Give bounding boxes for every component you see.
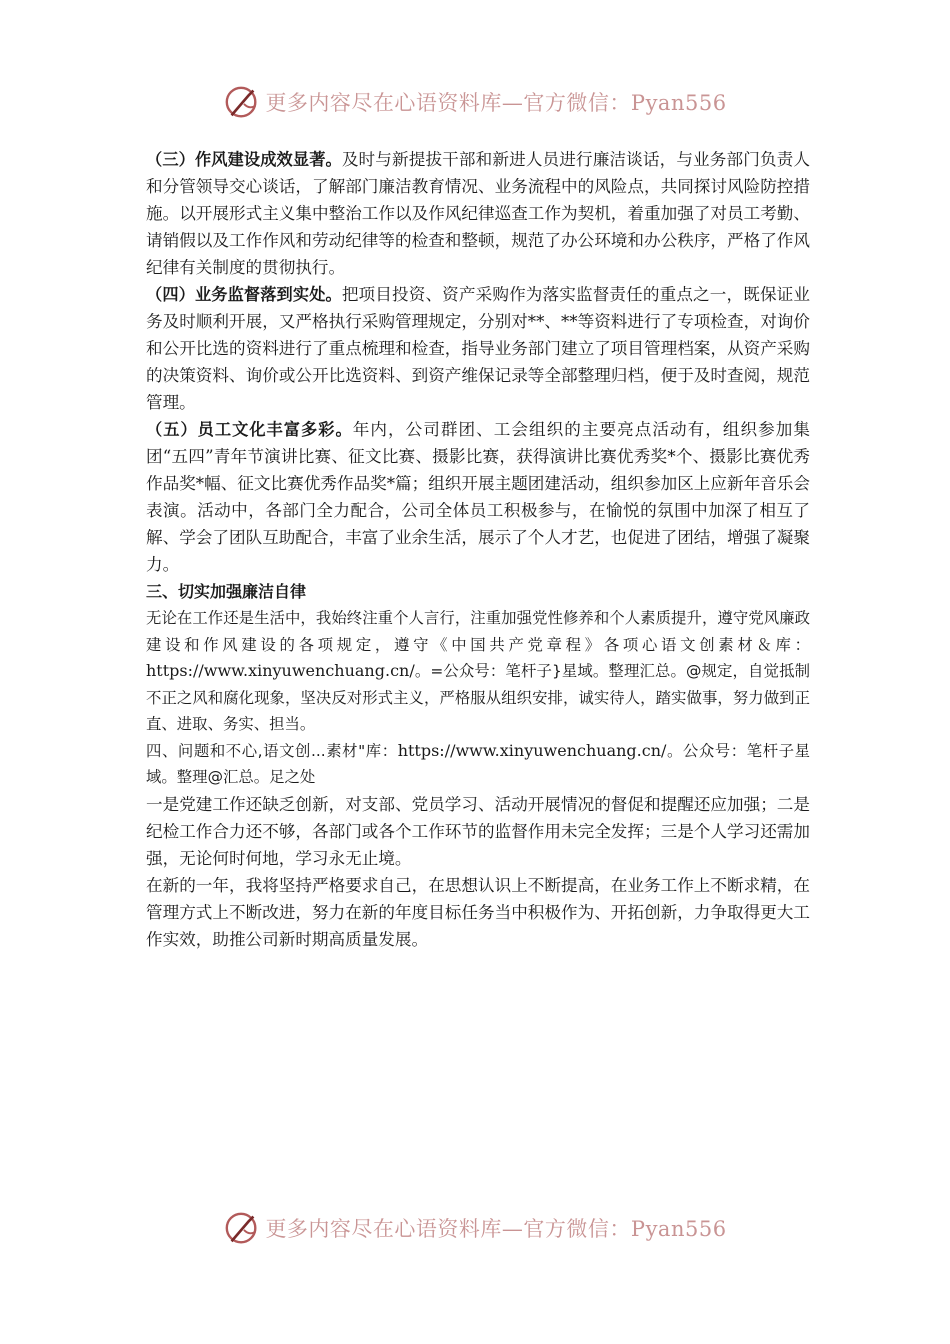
text-span: 四、问题和不心,语文创...素材"库： bbox=[146, 741, 398, 760]
heading-problems bbox=[146, 738, 810, 791]
pen-nib-icon bbox=[223, 83, 261, 121]
section-lead: （五）员工文化丰富多彩。 bbox=[146, 420, 353, 439]
url-text: https://www.xinyuwenchuang.cn/ bbox=[146, 661, 415, 680]
paragraph-problems: 一是党建工作还缺乏创新，对支部、党员学习、活动开展情况的督促和提醒还应加强；二是纪检工作合力还不够，各部门或各个工作环节的监督作用未完全发挥；三是个人学习还需加强，无论何时何地，学习永无止境。 bbox=[146, 794, 810, 868]
section-culture bbox=[146, 416, 810, 578]
paragraph-outlook: 在新的一年，我将坚持严格要求自己，在思想认识上不断提高，在业务工作上不断求精，在管理方式上不断改进，努力在新的年度目标任务当中积极作为、开拓创新，力争取得更大工作实效，助推公司新时期高质量发展。 bbox=[146, 875, 810, 949]
footer-banner bbox=[0, 1208, 950, 1248]
url-text: https://www.xinyuwenchuang.cn/ bbox=[397, 740, 667, 760]
heading-integrity: 三、切实加强廉洁自律 bbox=[146, 582, 307, 601]
section-text: 把项目投资、资产采购作为落实监督责任的重点之一，既保证业务及时顺利开展，又严格执行采购管理规定，分别对**、**等资料进行了专项检查，对询价和公开比选的资料进行了重点梳理和检查，指导业务部门建立了项目管理档案，从资产采购的决策资料、询价或公开比选资料、到资产维保记录等全部整理归档，便于及时查阅，规范管理。 bbox=[146, 285, 810, 412]
header-banner bbox=[0, 82, 950, 122]
document-body bbox=[146, 146, 810, 953]
text-span: 无论在工作还是生活中，我始终注重个人言行，注重加强党性修养和个人素质提升，遵守党风廉政建设和作风建设的各项规定，遵守《中国共产党章程》各项心语文创素材＆库： bbox=[146, 609, 810, 654]
section-lead: （三）作风建设成效显著。 bbox=[146, 150, 342, 169]
banner-text: 更多内容尽在心语资料库—官方微信：Pyan556 bbox=[265, 91, 727, 115]
pen-nib-icon bbox=[223, 1209, 261, 1247]
text-span: 。=公众号：笔杆子}星域。整理汇总。@规定，自觉抵制不正之风和腐化现象，坚决反对形式主义，严格服从组织安排，诚实待人，踏实做事，努力做到正直、进取、务实、担当。 bbox=[146, 662, 810, 733]
banner-text: 更多内容尽在心语资料库—官方微信：Pyan556 bbox=[265, 1217, 727, 1241]
section-lead: （四）业务监督落到实处。 bbox=[146, 285, 342, 304]
text-span: 。公众号：笔杆子星域。整理@汇总。足之处 bbox=[146, 741, 810, 786]
paragraph-integrity bbox=[146, 605, 810, 738]
section-text: 年内，公司群团、工会组织的主要亮点活动有，组织参加集团“五四”青年节演讲比赛、征文比赛、摄影比赛，获得演讲比赛优秀奖*个、摄影比赛优秀作品奖*幅、征文比赛优秀作品奖*篇；组织开展主题团建活动，组织参加区上应新年音乐会表演。活动中，各部门全力配合，公司全体员工积极参与，在愉悦的氛围中加深了相互了解、学会了团队互助配合，丰富了业余生活，展示了个人才艺，也促进了团结，增强了凝聚力。 bbox=[146, 420, 811, 574]
section-conduct bbox=[146, 146, 810, 281]
section-supervision bbox=[146, 281, 810, 416]
section-text: 及时与新提拔干部和新进人员进行廉洁谈话，与业务部门负责人和分管领导交心谈话，了解部门廉洁教育情况、业务流程中的风险点，共同探讨风险防控措施。以开展形式主义集中整治工作以及作风纪律巡查工作为契机，着重加强了对员工考勤、请销假以及工作作风和劳动纪律等的检查和整顿，规范了办公环境和办公秩序，严格了作风纪律有关制度的贯彻执行。 bbox=[146, 150, 810, 277]
